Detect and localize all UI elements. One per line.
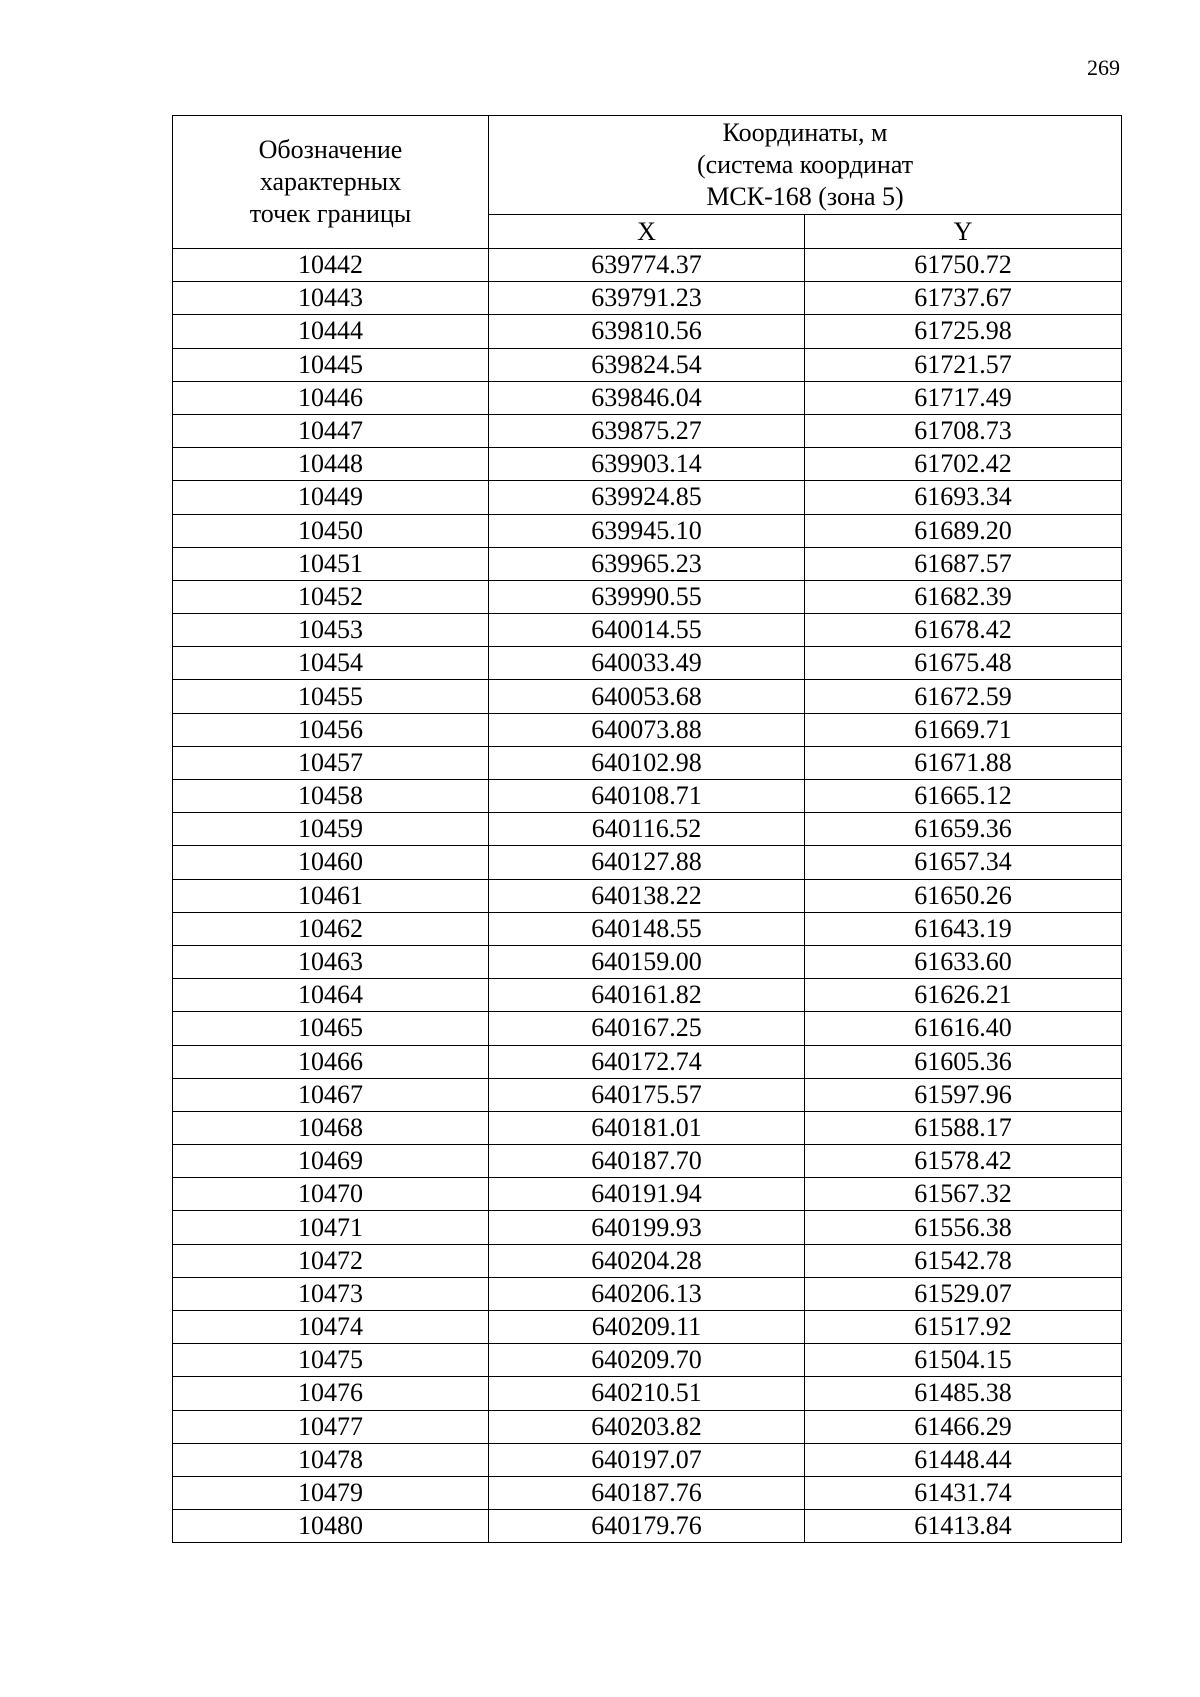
point-id-cell: 10446 — [173, 381, 489, 414]
y-coordinate-cell: 61669.71 — [805, 713, 1122, 746]
point-id-cell: 10467 — [173, 1078, 489, 1111]
y-coordinate-cell: 61597.96 — [805, 1078, 1122, 1111]
point-id-cell: 10465 — [173, 1012, 489, 1045]
x-coordinate-cell: 639965.23 — [489, 547, 805, 580]
point-id-cell: 10452 — [173, 580, 489, 613]
table-row — [173, 381, 1122, 414]
table-row — [173, 846, 1122, 879]
table-row — [173, 1078, 1122, 1111]
x-coordinate-cell: 639990.55 — [489, 580, 805, 613]
x-coordinate-cell: 639810.56 — [489, 315, 805, 348]
table-row — [173, 1277, 1122, 1310]
point-id-cell: 10476 — [173, 1377, 489, 1410]
point-id-cell: 10442 — [173, 249, 489, 282]
y-coordinate-cell: 61678.42 — [805, 614, 1122, 647]
table-row — [173, 680, 1122, 713]
table-row — [173, 1111, 1122, 1144]
x-coordinate-cell: 640167.25 — [489, 1012, 805, 1045]
x-coordinate-cell: 640014.55 — [489, 614, 805, 647]
table-row — [173, 1476, 1122, 1509]
coords-header-line: (система координат — [696, 150, 914, 179]
table-row — [173, 1145, 1122, 1178]
y-coordinate-cell: 61605.36 — [805, 1045, 1122, 1078]
y-coordinate-cell: 61529.07 — [805, 1277, 1122, 1310]
point-id-cell: 10461 — [173, 879, 489, 912]
point-id-cell: 10458 — [173, 780, 489, 813]
table-row — [173, 249, 1122, 282]
point-id-cell: 10457 — [173, 746, 489, 779]
point-id-cell: 10443 — [173, 282, 489, 315]
y-coordinate-cell: 61671.88 — [805, 746, 1122, 779]
y-coordinate-cell: 61725.98 — [805, 315, 1122, 348]
point-id-cell: 10472 — [173, 1244, 489, 1277]
table-row — [173, 414, 1122, 447]
table-row — [173, 945, 1122, 978]
table-row — [173, 1211, 1122, 1244]
x-coordinate-cell: 639824.54 — [489, 348, 805, 381]
y-coordinate-cell: 61717.49 — [805, 381, 1122, 414]
point-id-cell: 10479 — [173, 1476, 489, 1509]
point-id-cell: 10455 — [173, 680, 489, 713]
x-coordinate-cell: 639903.14 — [489, 448, 805, 481]
point-id-cell: 10464 — [173, 979, 489, 1012]
table-row — [173, 979, 1122, 1012]
x-coordinate-cell: 640033.49 — [489, 647, 805, 680]
x-coordinate-cell: 640161.82 — [489, 979, 805, 1012]
page-number: 269 — [1087, 55, 1120, 80]
y-column-header: Y — [805, 215, 1122, 249]
x-coordinate-cell: 639791.23 — [489, 282, 805, 315]
y-coordinate-cell: 61737.67 — [805, 282, 1122, 315]
point-id-cell: 10453 — [173, 614, 489, 647]
table-row — [173, 912, 1122, 945]
x-coordinate-cell: 639945.10 — [489, 514, 805, 547]
y-coordinate-cell: 61665.12 — [805, 780, 1122, 813]
x-coordinate-cell: 640187.76 — [489, 1476, 805, 1509]
table-row — [173, 481, 1122, 514]
x-coordinate-cell: 640175.57 — [489, 1078, 805, 1111]
x-coordinate-cell: 640138.22 — [489, 879, 805, 912]
x-coordinate-cell: 639774.37 — [489, 249, 805, 282]
y-coordinate-cell: 61485.38 — [805, 1377, 1122, 1410]
point-id-cell: 10470 — [173, 1178, 489, 1211]
table-row — [173, 348, 1122, 381]
point-id-cell: 10444 — [173, 315, 489, 348]
x-coordinate-cell: 640148.55 — [489, 912, 805, 945]
point-id-cell: 10463 — [173, 945, 489, 978]
x-coordinate-cell: 639924.85 — [489, 481, 805, 514]
table-row — [173, 547, 1122, 580]
y-coordinate-cell: 61542.78 — [805, 1244, 1122, 1277]
table-row — [173, 1012, 1122, 1045]
y-coordinate-cell: 61466.29 — [805, 1410, 1122, 1443]
y-coordinate-cell: 61687.57 — [805, 547, 1122, 580]
table-row — [173, 780, 1122, 813]
table-row — [173, 580, 1122, 613]
x-coordinate-cell: 639875.27 — [489, 414, 805, 447]
y-coordinate-cell: 61708.73 — [805, 414, 1122, 447]
table-row — [173, 514, 1122, 547]
x-coordinate-cell: 640181.01 — [489, 1111, 805, 1144]
y-coordinate-cell: 61626.21 — [805, 979, 1122, 1012]
y-coordinate-cell: 61682.39 — [805, 580, 1122, 613]
x-coordinate-cell: 640159.00 — [489, 945, 805, 978]
y-coordinate-cell: 61750.72 — [805, 249, 1122, 282]
table-row — [173, 1311, 1122, 1344]
point-id-cell: 10456 — [173, 713, 489, 746]
y-coordinate-cell: 61657.34 — [805, 846, 1122, 879]
x-coordinate-cell: 640127.88 — [489, 846, 805, 879]
point-id-cell: 10454 — [173, 647, 489, 680]
table-row — [173, 1244, 1122, 1277]
table-row — [173, 1178, 1122, 1211]
x-coordinate-cell: 640116.52 — [489, 813, 805, 846]
x-coordinate-cell: 640204.28 — [489, 1244, 805, 1277]
point-id-cell: 10449 — [173, 481, 489, 514]
x-coordinate-cell: 640210.51 — [489, 1377, 805, 1410]
x-coordinate-cell: 640179.76 — [489, 1510, 805, 1543]
y-coordinate-cell: 61517.92 — [805, 1311, 1122, 1344]
y-coordinate-cell: 61504.15 — [805, 1344, 1122, 1377]
table-row — [173, 614, 1122, 647]
y-coordinate-cell: 61413.84 — [805, 1510, 1122, 1543]
table-row — [173, 1045, 1122, 1078]
x-coordinate-cell: 640209.70 — [489, 1344, 805, 1377]
y-coordinate-cell: 61675.48 — [805, 647, 1122, 680]
point-id-cell: 10477 — [173, 1410, 489, 1443]
x-coordinate-cell: 640053.68 — [489, 680, 805, 713]
x-coordinate-cell: 640187.70 — [489, 1145, 805, 1178]
y-coordinate-cell: 61689.20 — [805, 514, 1122, 547]
table-row — [173, 1344, 1122, 1377]
x-coordinate-cell: 640108.71 — [489, 780, 805, 813]
x-coordinate-cell: 640203.82 — [489, 1410, 805, 1443]
y-coordinate-cell: 61721.57 — [805, 348, 1122, 381]
y-coordinate-cell: 61650.26 — [805, 879, 1122, 912]
y-coordinate-cell: 61556.38 — [805, 1211, 1122, 1244]
x-coordinate-cell: 640197.07 — [489, 1443, 805, 1476]
point-id-cell: 10447 — [173, 414, 489, 447]
x-coordinate-cell: 640199.93 — [489, 1211, 805, 1244]
y-coordinate-cell: 61588.17 — [805, 1111, 1122, 1144]
x-coordinate-cell: 640191.94 — [489, 1178, 805, 1211]
point-id-cell: 10448 — [173, 448, 489, 481]
point-id-cell: 10480 — [173, 1510, 489, 1543]
table-row — [173, 813, 1122, 846]
point-id-cell: 10445 — [173, 348, 489, 381]
y-coordinate-cell: 61448.44 — [805, 1443, 1122, 1476]
y-coordinate-cell: 61702.42 — [805, 448, 1122, 481]
table-row — [173, 1377, 1122, 1410]
table-row — [173, 1443, 1122, 1476]
point-id-cell: 10459 — [173, 813, 489, 846]
x-coordinate-cell: 640102.98 — [489, 746, 805, 779]
x-column-header: X — [489, 215, 805, 249]
point-id-cell: 10478 — [173, 1443, 489, 1476]
point-id-cell: 10462 — [173, 912, 489, 945]
table-row — [173, 282, 1122, 315]
point-id-cell: 10469 — [173, 1145, 489, 1178]
point-id-cell: 10468 — [173, 1111, 489, 1144]
table-row — [173, 746, 1122, 779]
table-row — [173, 879, 1122, 912]
x-coordinate-cell: 640209.11 — [489, 1311, 805, 1344]
point-header-line: характерных — [259, 167, 402, 196]
point-id-cell: 10460 — [173, 846, 489, 879]
point-id-cell: 10450 — [173, 514, 489, 547]
point-header-line: точек границы — [249, 199, 412, 228]
coordinates-header — [489, 116, 1122, 215]
y-coordinate-cell: 61659.36 — [805, 813, 1122, 846]
coordinates-table — [172, 115, 1122, 1543]
point-id-cell: 10466 — [173, 1045, 489, 1078]
y-coordinate-cell: 61672.59 — [805, 680, 1122, 713]
point-designation-header — [173, 116, 489, 249]
y-coordinate-cell: 61431.74 — [805, 1476, 1122, 1509]
coords-header-line: МСК-168 (зона 5) — [706, 182, 904, 211]
table-row — [173, 315, 1122, 348]
table-row — [173, 713, 1122, 746]
x-coordinate-cell: 640172.74 — [489, 1045, 805, 1078]
point-id-cell: 10475 — [173, 1344, 489, 1377]
x-coordinate-cell: 640073.88 — [489, 713, 805, 746]
table-row — [173, 448, 1122, 481]
table-row — [173, 1510, 1122, 1543]
point-id-cell: 10474 — [173, 1311, 489, 1344]
y-coordinate-cell: 61616.40 — [805, 1012, 1122, 1045]
x-coordinate-cell: 639846.04 — [489, 381, 805, 414]
table-row — [173, 1410, 1122, 1443]
y-coordinate-cell: 61567.32 — [805, 1178, 1122, 1211]
table-header — [173, 116, 1122, 249]
point-id-cell: 10451 — [173, 547, 489, 580]
point-id-cell: 10473 — [173, 1277, 489, 1310]
x-coordinate-cell: 640206.13 — [489, 1277, 805, 1310]
y-coordinate-cell: 61643.19 — [805, 912, 1122, 945]
coords-header-line: Координаты, м — [722, 118, 888, 147]
y-coordinate-cell: 61578.42 — [805, 1145, 1122, 1178]
y-coordinate-cell: 61633.60 — [805, 945, 1122, 978]
point-id-cell: 10471 — [173, 1211, 489, 1244]
table-body — [173, 249, 1122, 1543]
y-coordinate-cell: 61693.34 — [805, 481, 1122, 514]
table-row — [173, 647, 1122, 680]
point-header-line: Обозначение — [258, 135, 403, 164]
